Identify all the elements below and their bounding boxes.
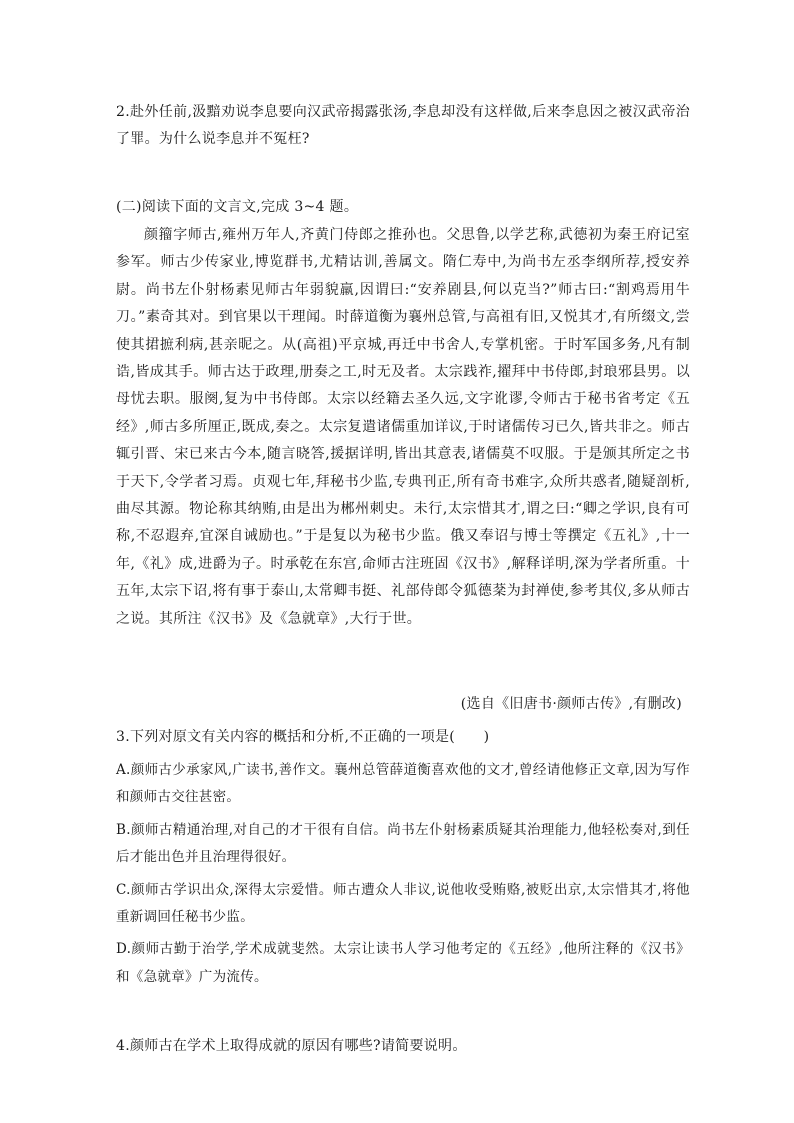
question-2-text: 2.赴外任前,汲黯劝说李息要向汉武帝揭露张汤,李息却没有这样做,后来李息因之被汉武帝治了罪。为什么说李息并不冤枉?: [116, 104, 690, 148]
question-2: [116, 99, 690, 154]
classical-passage: [116, 222, 690, 633]
question-3-options: [116, 757, 690, 996]
option-d: D.颜师古勤于治学,学术成就斐然。太宗让读书人学习他考定的《五经》,他所注释的《汉书》和《急就章》广为流传。: [116, 941, 690, 985]
question-3-stem: [116, 724, 690, 751]
passage-text: 颜籀字师古,雍州万年人,齐黄门侍郎之推孙也。父思鲁,以学艺称,武德初为秦王府记室参军。师古少传家业,博览群书,尤精诂训,善属文。隋仁寿中,为尚书左丞李纲所荐,授安养尉。尚书左仆射杨素见师古年弱貌羸,因谓曰:“安养剧县,何以克当?”师古曰:“割鸡焉用牛刀。”素奇其对。到官果以干理闻。时薛道衡为襄州总管,与高祖有旧,又悦其才,有所缀文,尝使其捃摭利病,甚亲昵之。从(高祖)平京城,再迁中书舍人,专掌机密。于时军国多务,凡有制诰,皆成其手。师古达于政理,册奏之工,时无及者。太宗践祚,擢拜中书侍郎,封琅邪县男。以母忧去职。服阕,复为中书侍郎。太宗以经籍去圣久远,文字讹谬,令师古于秘书省考定《五经》,师古多所厘正,既成,奏之。太宗复遣诸儒重加详议,于时诸儒传习已久,皆共非之。师古辄引晋、宋已来古今本,随言晓答,援据详明,皆出其意表,诸儒莫不叹服。于是颁其所定之书于天下,令学者习焉。贞观七年,拜秘书少监,专典刊正,所有奇书难字,众所共惑者,随疑剖析,曲尽其源。物论称其纳贿,由是出为郴州刺史。未行,太宗惜其才,谓之曰:“卿之学识,良有可称,不忍遐弃,宜深自诫励也。”于是复以为秘书少监。俄又奉诏与博士等撰定《五礼》,十一年,《礼》成,进爵为子。时承乾在东宫,命师古注班固《汉书》,解释详明,深为学者所重。十五年,太宗下诏,将有事于泰山,太常卿韦挺、礼部侍郎令狐德棻为封禅使,参考其仪,多从师古之说。其所注《汉书》及《急就章》,大行于世。: [116, 227, 690, 627]
section-heading: [116, 194, 690, 221]
question-4-text: 4.颜师古在学术上取得成就的原因有哪些?请简要说明。: [116, 1038, 467, 1054]
passage-source-text: (选自《旧唐书·颜师古传》,有删改): [460, 696, 682, 712]
option-b: B.颜师古精通治理,对自己的才干很有自信。尚书左仆射杨素质疑其治理能力,他轻松奏对,到任后才能出色并且治理得很好。: [116, 821, 690, 866]
section-heading-text: (二)阅读下面的文言文,完成 3~4 题。: [116, 199, 359, 215]
question-4: [116, 1033, 690, 1060]
option-a: A.颜师古少承家风,广读书,善作文。襄州总管薛道衡喜欢他的文才,曾经请他修正文章,因为写作和颜师古交往甚密。: [116, 762, 690, 806]
option-c: C.颜师古学识出众,深得太宗爱惜。师古遭众人非议,说他收受贿赂,被贬出京,太宗惜其才,将他重新调回任秘书少监。: [116, 881, 690, 926]
question-3-stem-text: 3.下列对原文有关内容的概括和分析,不正确的一项是( ): [116, 729, 490, 745]
passage-source: [461, 691, 682, 718]
